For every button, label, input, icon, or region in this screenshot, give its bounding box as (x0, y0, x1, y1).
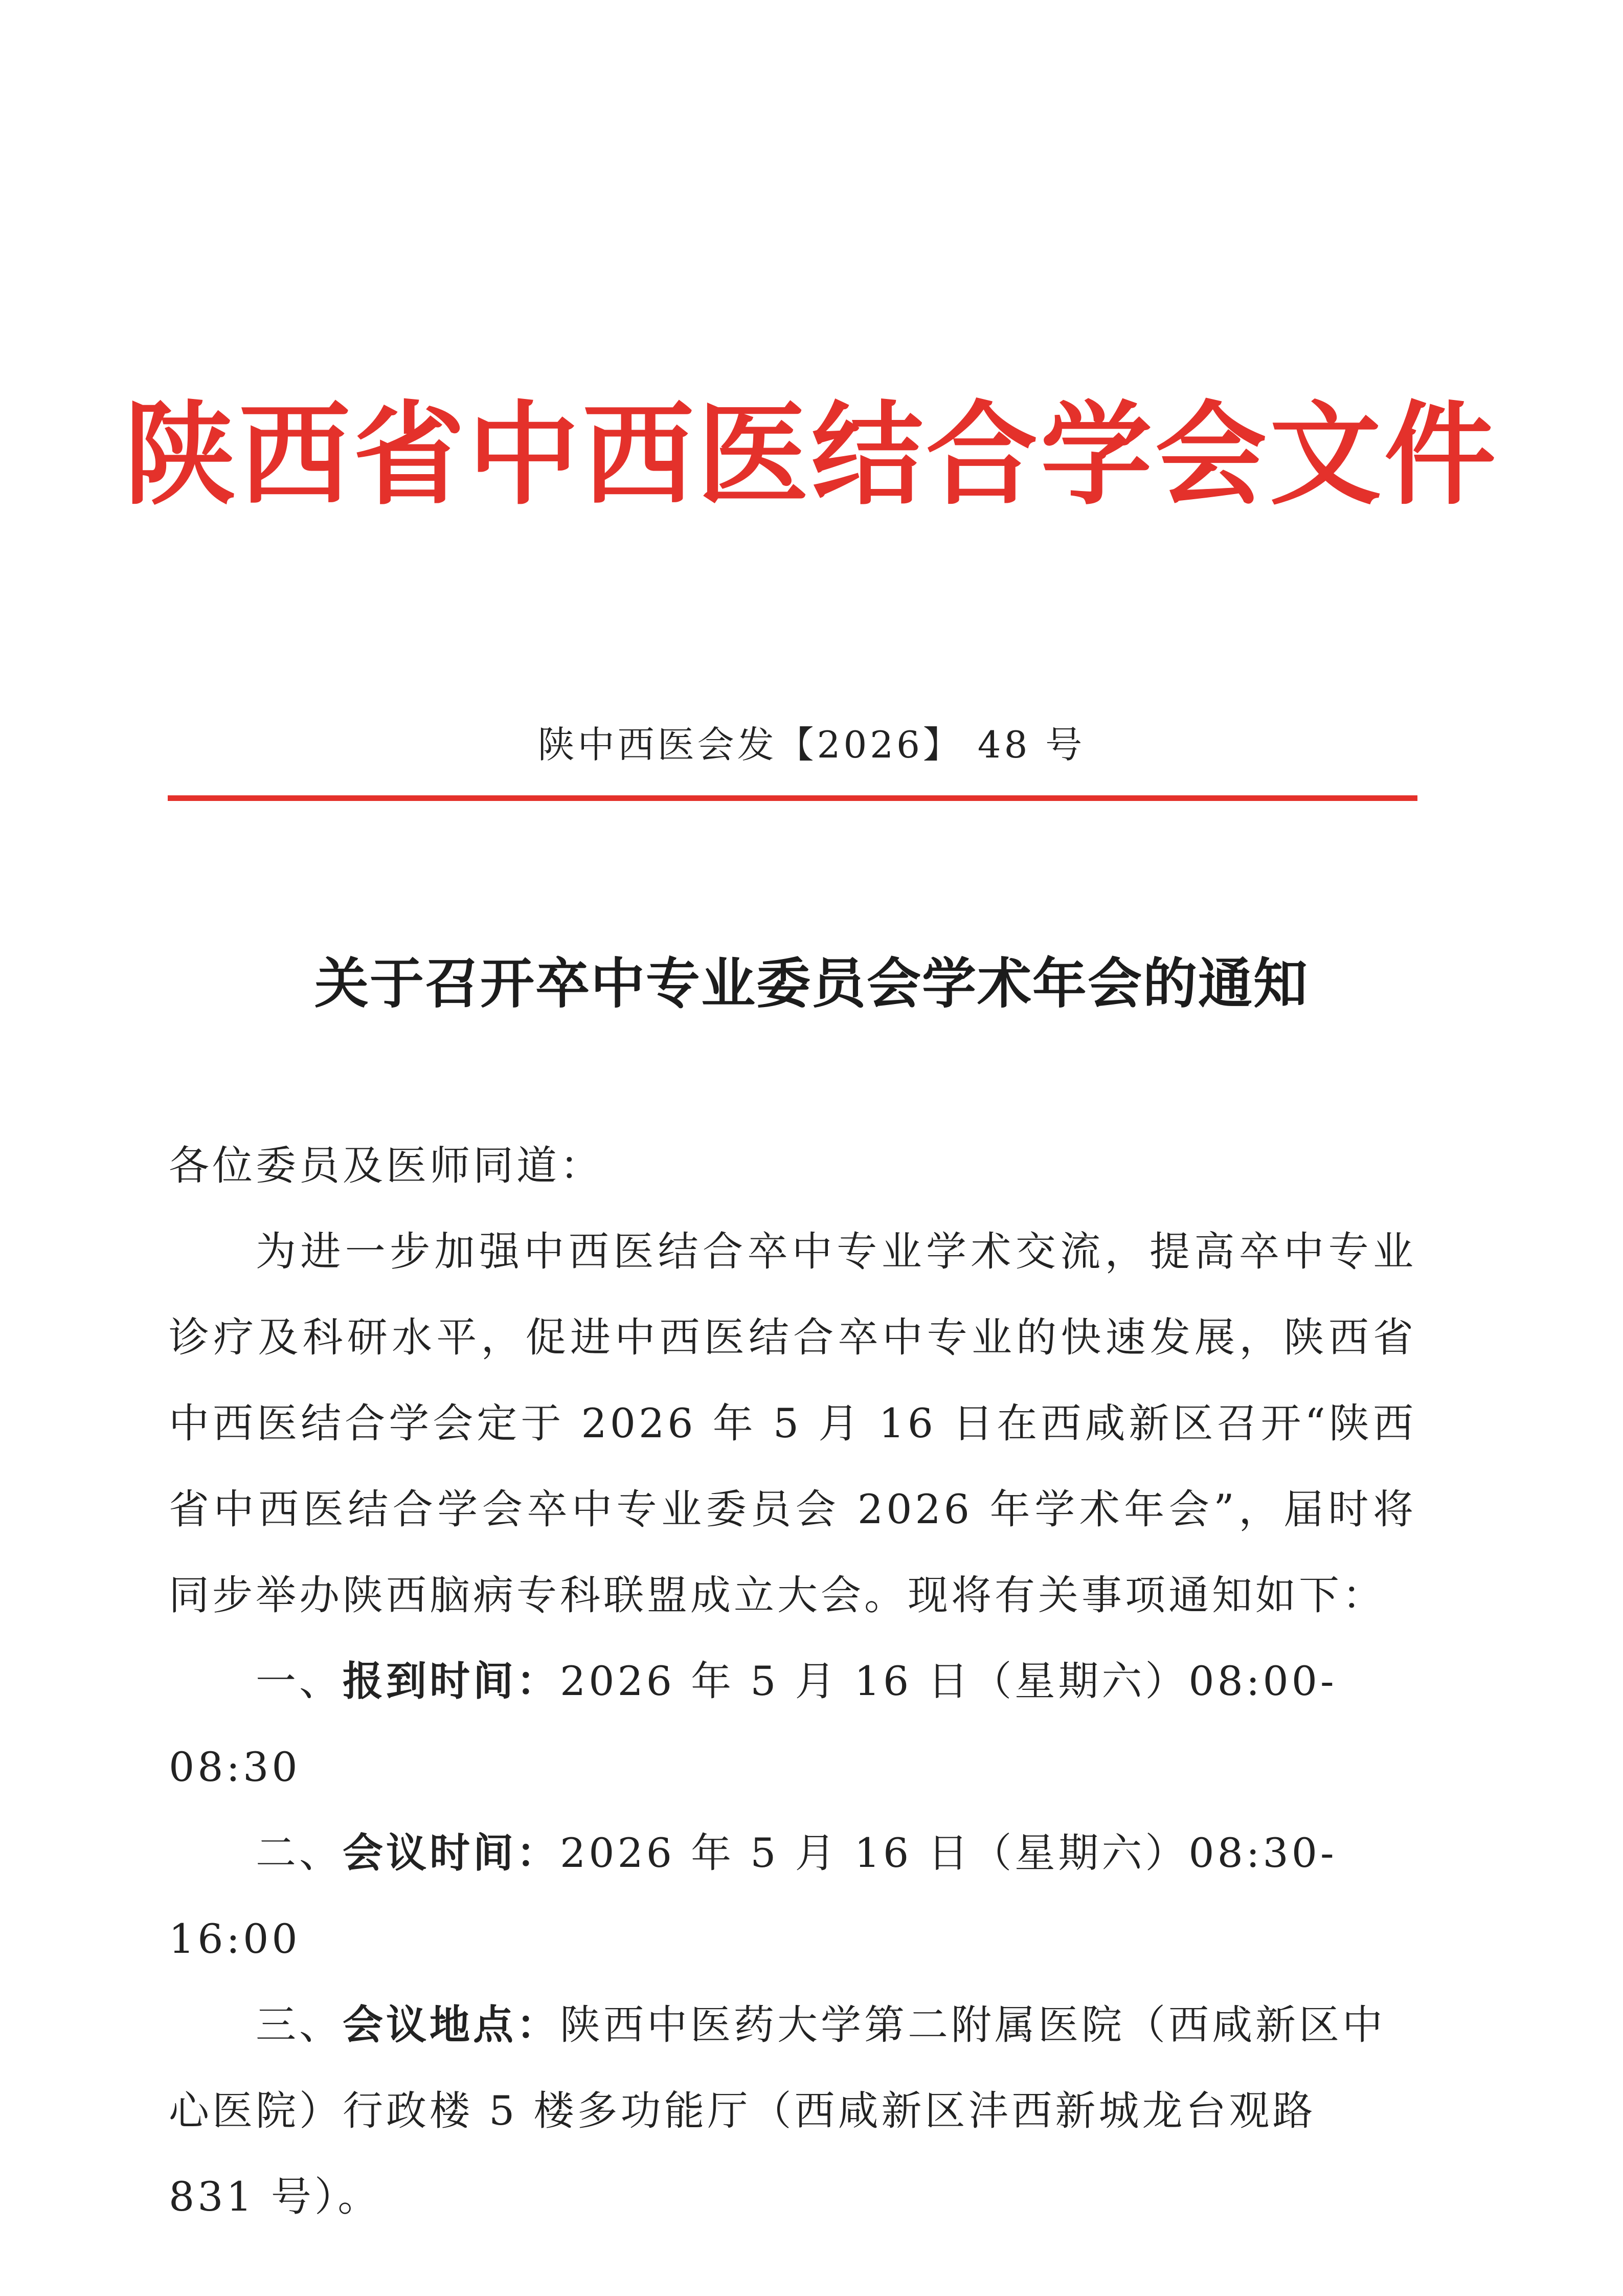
item-label: 会议地点： (343, 2001, 560, 2048)
item-label: 会议时间： (343, 1829, 560, 1877)
item-prefix: 一、 (256, 1658, 343, 1705)
item-meeting-time (169, 1810, 1416, 1982)
salutation: 各位委员及医师同道： (169, 1142, 603, 1189)
item-prefix: 二、 (256, 1830, 343, 1877)
notice-title: 关于召开卒中专业委员会学术年会的通知 (314, 951, 1309, 1015)
item-value: 2026 年 5 月 16 日（星期六）08:00-08:30 (169, 1658, 1337, 1791)
document-number: 陕中西医会发【2026】 48 号 (537, 723, 1086, 766)
item-meeting-location (169, 1982, 1416, 2240)
intro-paragraph: 为进一步加强中西医结合卒中专业学术交流，提高卒中专业诊疗及科研水平，促进中西医结合卒中专业的快速发展，陕西省中西医结合学会定于 2026 年 5 月 16 日在西咸新区召开“陕西省中西医结合学会卒中专业委员会 2026 年学术年会”，届时将同步举办陕西脑病专科联盟成立大会。现将有关事项通知如下： (169, 1228, 1416, 1619)
item-label: 报到时间： (343, 1657, 560, 1705)
notice-body (169, 1123, 1416, 2240)
masthead-title: 陕西省中西医结合学会文件 (124, 389, 1499, 520)
item-value: 2026 年 5 月 16 日（星期六）08:30-16:00 (169, 1830, 1337, 1963)
red-divider-line (168, 795, 1417, 801)
item-registration-time (169, 1638, 1416, 1810)
item-prefix: 三、 (256, 2001, 343, 2048)
item-value: 陕西中医药大学第二附属医院（西咸新区中心医院）行政楼 5 楼多功能厅（西咸新区沣西新城龙台观路 831 号）。 (169, 2001, 1386, 2220)
